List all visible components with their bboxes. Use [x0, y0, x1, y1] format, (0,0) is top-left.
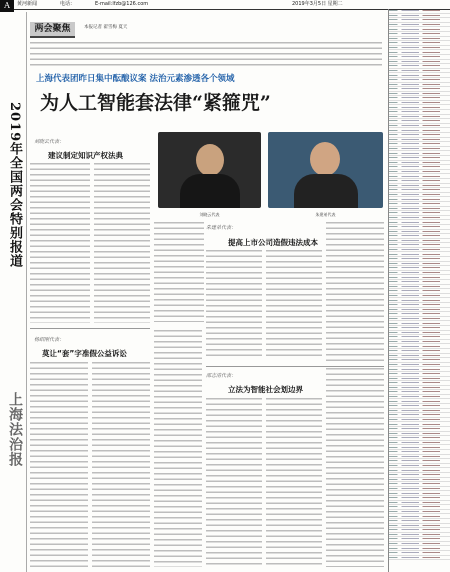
article-2-author: 朱建弟代表： — [206, 225, 237, 231]
photo-2-caption: 朱建弟代表 — [315, 212, 336, 217]
article-3-body-b — [92, 362, 150, 567]
article-3-title: 莫让“套”字准假公益诉讼 — [42, 349, 127, 358]
right-listing-table — [388, 9, 450, 572]
photo-1-caption: 刘晓云代表 — [199, 212, 220, 217]
special-report-title: 2019年全国两会特别报道 — [7, 102, 22, 269]
article-4-title: 立法为智能社会划边界 — [228, 385, 303, 394]
article-1-body-c — [154, 222, 204, 322]
byline: 本报记者 翟雪梅 夏天 — [84, 25, 128, 30]
article-2-body-b — [266, 250, 322, 360]
email: E-mail:lfzb@126.com — [95, 1, 149, 7]
portrait-man-suit-icon — [196, 144, 224, 176]
article-4-author: 邵志清代表： — [206, 373, 237, 379]
intro-paragraph — [30, 42, 382, 66]
article-3-author: 杨绍刚代表： — [34, 337, 65, 343]
headline: 为人工智能套法律“紧箍咒” — [40, 92, 271, 114]
article-4-body-a — [206, 398, 262, 567]
photo-delegate-2 — [268, 132, 383, 208]
article-1-title: 建议制定知识产权法典 — [48, 151, 123, 160]
divider — [206, 366, 384, 367]
photo-delegate-1 — [158, 132, 261, 208]
article-1-body-a — [30, 163, 90, 323]
article-3-body-c — [154, 330, 202, 567]
left-sidebar — [0, 12, 27, 572]
divider — [30, 328, 150, 329]
portrait-man-glasses-icon — [310, 142, 340, 176]
section-tag-box — [30, 22, 75, 38]
article-2-body-a — [206, 250, 262, 360]
article-4-body-c — [326, 368, 384, 567]
article-2-body-c — [326, 222, 384, 362]
article-2-title: 提高上市公司造假违法成本 — [228, 238, 318, 247]
kicker: 上海代表团昨日集中酝酿议案 法治元素渗透各个领域 — [36, 74, 235, 84]
issue-date: 2019年3月5日 星期二 — [292, 1, 343, 7]
article-3-body-a — [30, 362, 88, 567]
article-4-body-b — [266, 398, 322, 567]
paper-name: 黄河新闻 — [17, 1, 38, 7]
article-1-author: 刘晓云代表： — [34, 139, 65, 145]
phone-label: 电话： — [60, 1, 76, 7]
article-1-body-b — [94, 163, 150, 323]
section-logo: A — [0, 0, 14, 12]
page-header — [0, 0, 450, 10]
masthead: 上海法治报 — [7, 392, 23, 467]
table-row — [389, 556, 450, 561]
section-tag: 两会聚焦 — [34, 24, 71, 34]
